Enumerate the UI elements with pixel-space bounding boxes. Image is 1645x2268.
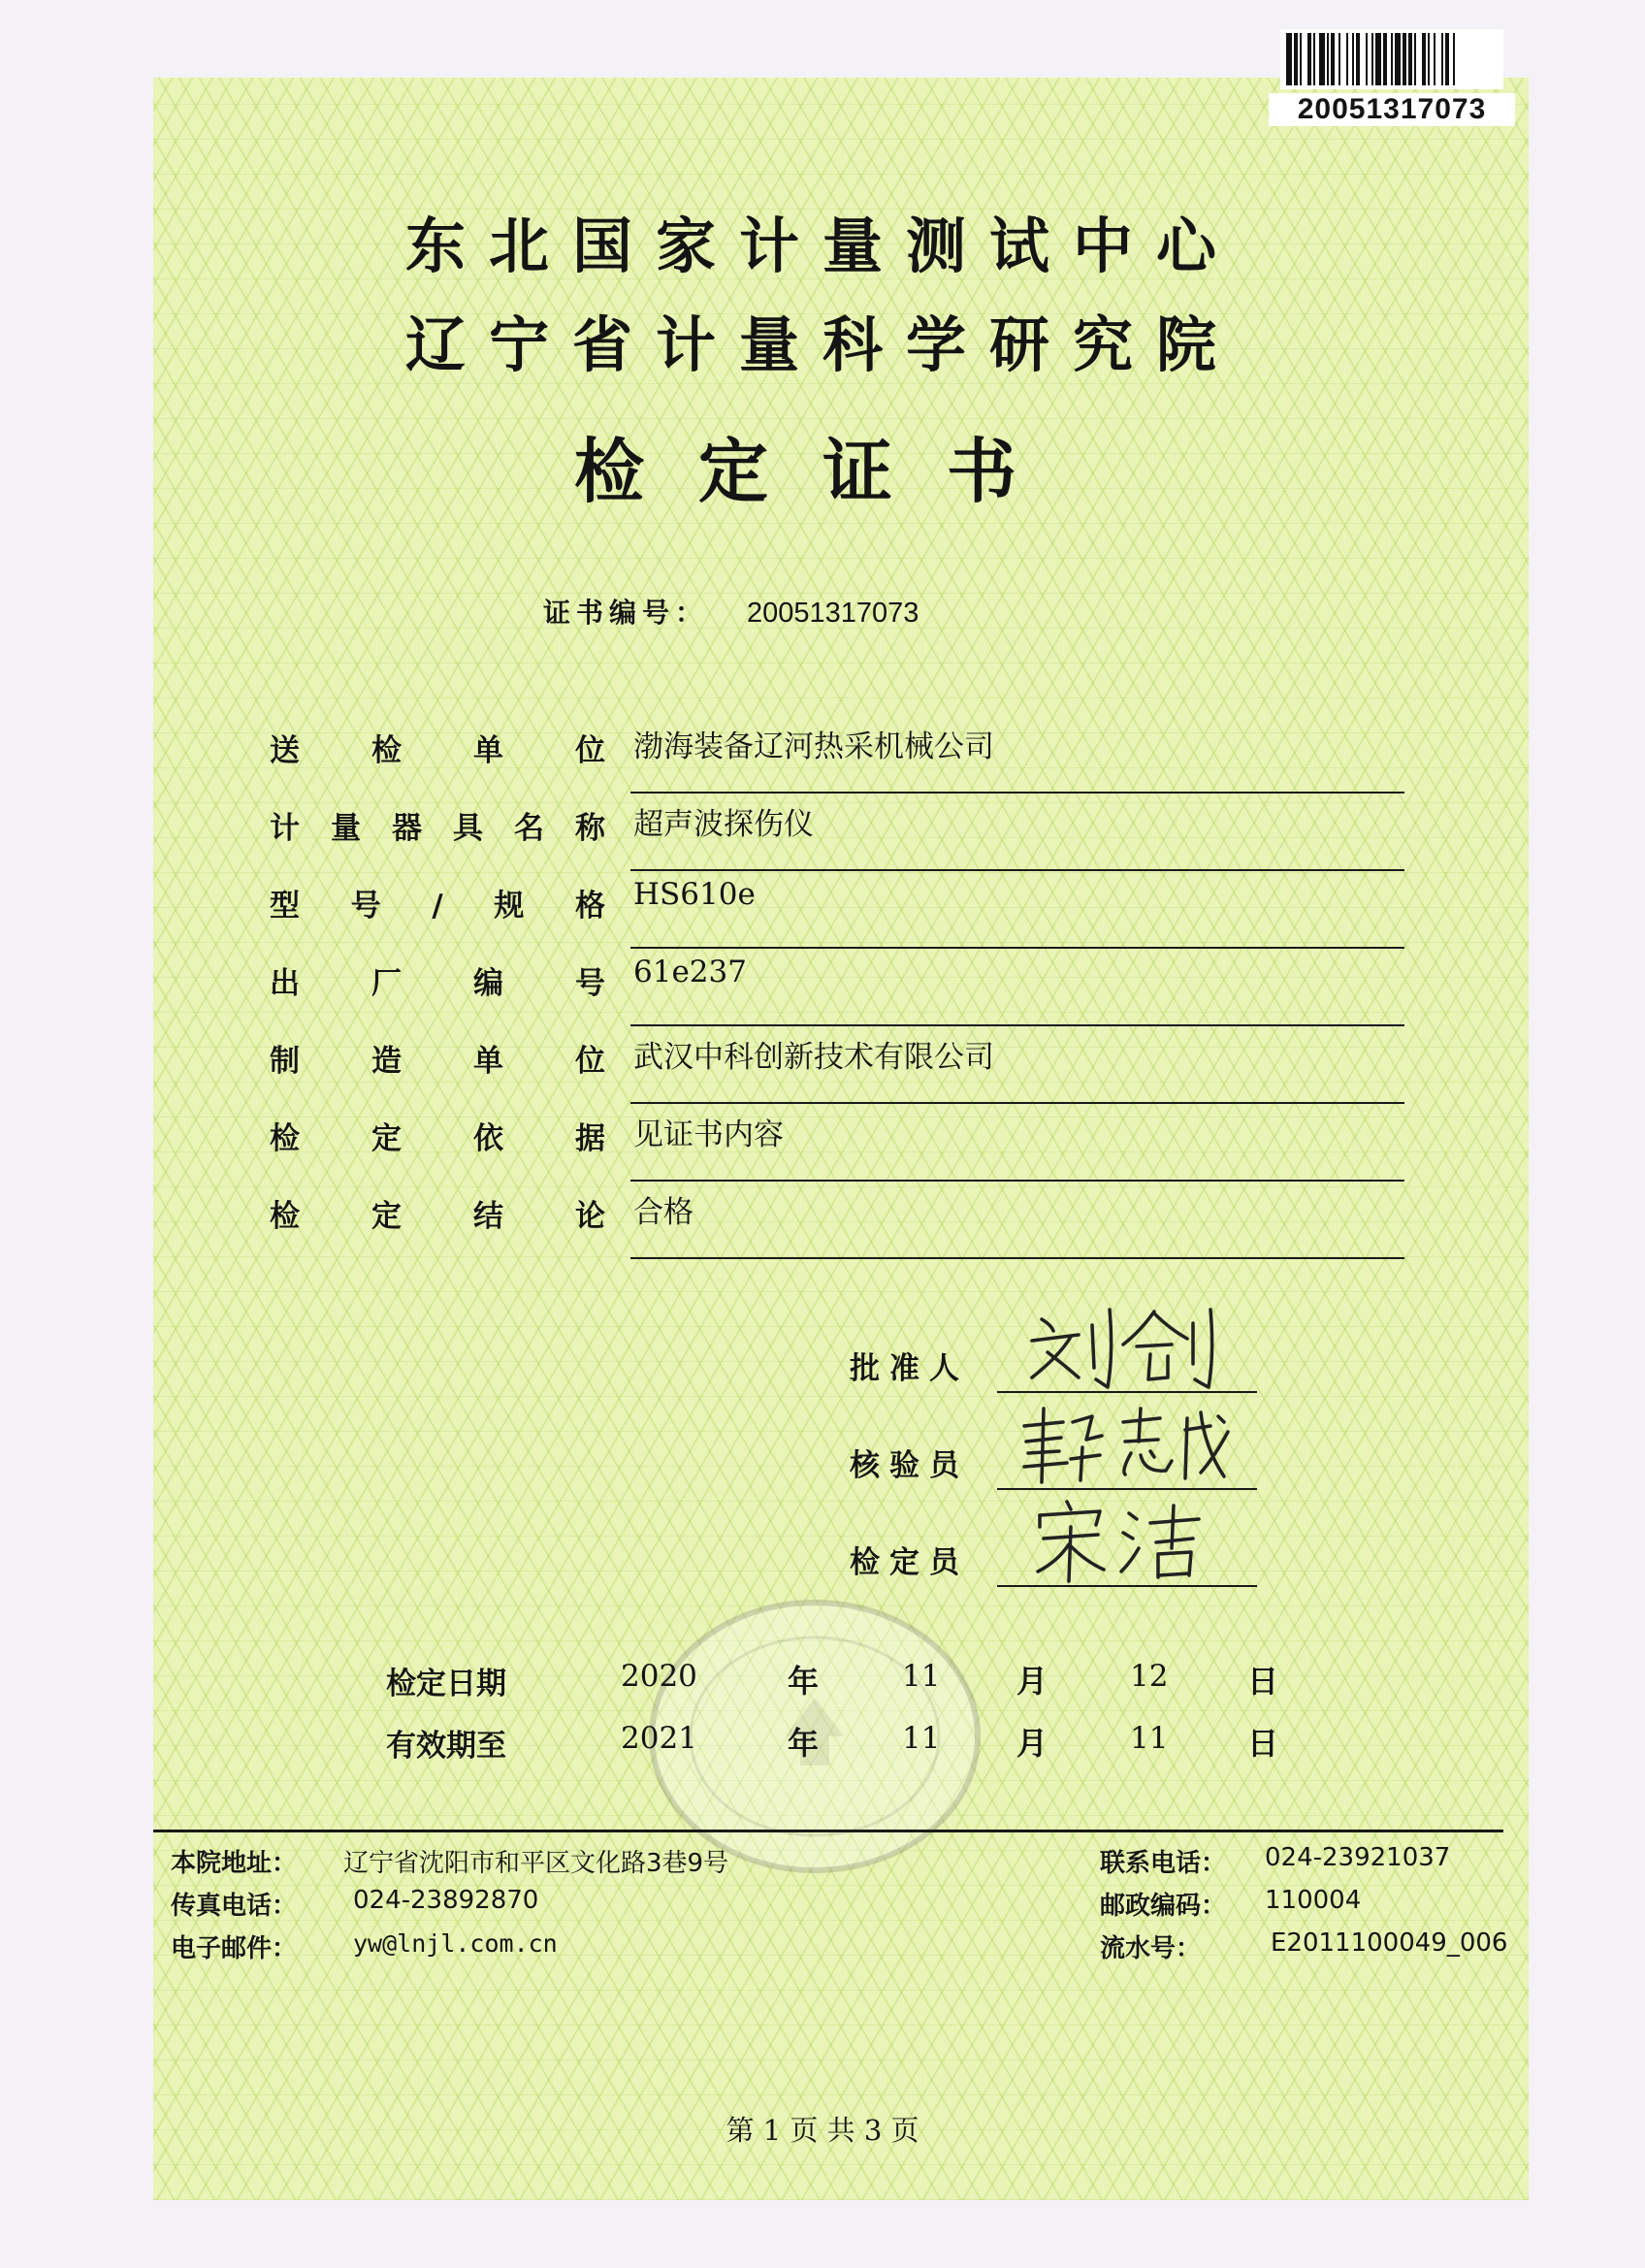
signature-label: 批准人: [850, 1351, 969, 1386]
serial-label: 流水号：: [1100, 1934, 1202, 1963]
phone-label: 联系电话：: [1100, 1849, 1227, 1878]
field-row-basis: [270, 1104, 1404, 1182]
certificate-number-row: [543, 592, 919, 631]
signature-row-checker: [850, 1393, 1257, 1490]
postcode-label: 邮政编码：: [1100, 1892, 1227, 1921]
year-unit: 年: [788, 1663, 820, 1700]
signature-row-verifier: [850, 1490, 1257, 1587]
field-label: 制造单位: [270, 1044, 605, 1079]
phone-value: 024-23921037: [1265, 1843, 1451, 1872]
fax-value: 024-23892870: [353, 1886, 539, 1915]
verify-month: 11: [902, 1659, 941, 1694]
handwritten-signature: [995, 1296, 1257, 1393]
institution-name-1: 东北国家计量测试中心: [404, 211, 1240, 281]
field-label: 型号/规格: [270, 889, 605, 923]
field-value: 61e237: [633, 955, 747, 989]
month-unit: 月: [1016, 1725, 1048, 1762]
day-unit: 日: [1247, 1663, 1279, 1700]
day-unit: 日: [1247, 1725, 1279, 1762]
email-label: 电子邮件：: [171, 1934, 298, 1963]
field-label: 计量器具名称: [270, 811, 605, 846]
certificate-number-value: 20051317073: [747, 598, 919, 629]
document-title: 检定证书: [573, 431, 1071, 512]
address-label: 本院地址：: [171, 1849, 298, 1878]
footer-divider: [153, 1830, 1503, 1832]
month-unit: 月: [1016, 1663, 1048, 1700]
field-underline: [630, 1257, 1404, 1259]
field-row-model: [270, 871, 1404, 949]
barcode-number: 20051317073: [1269, 93, 1515, 126]
verify-year: 2020: [621, 1659, 697, 1694]
field-value: 渤海装备辽河热采机械公司: [633, 729, 994, 764]
signature-underline: [997, 1585, 1257, 1587]
field-row-instrument-name: [270, 794, 1404, 871]
handwritten-signature: [995, 1393, 1257, 1490]
valid-year: 2021: [621, 1721, 697, 1756]
institution-name-2: 辽宁省计量科学研究院: [404, 309, 1240, 380]
verify-day: 12: [1130, 1659, 1169, 1694]
signature-row-approver: [850, 1296, 1257, 1393]
signature-label: 核验员: [850, 1448, 969, 1483]
field-label: 检定结论: [270, 1199, 605, 1234]
field-row-submitter: [270, 716, 1404, 794]
barcode: [1280, 29, 1503, 89]
field-value: 合格: [633, 1195, 693, 1230]
field-value: 见证书内容: [633, 1118, 784, 1152]
email-value: yw@lnjl.com.cn: [353, 1929, 558, 1958]
field-row-conclusion: [270, 1182, 1404, 1259]
fax-label: 传真电话：: [171, 1892, 298, 1921]
serial-value: E2011100049_006: [1271, 1928, 1508, 1958]
verify-date-label: 检定日期: [386, 1667, 506, 1701]
field-value: 武汉中科创新技术有限公司: [633, 1040, 994, 1075]
certificate-number-label: 证书编号：: [543, 597, 709, 629]
handwritten-signature: [995, 1490, 1257, 1587]
signature-label: 检定员: [850, 1545, 969, 1580]
field-label: 送检单位: [270, 733, 605, 768]
postcode-value: 110004: [1265, 1886, 1362, 1915]
valid-until-label: 有效期至: [386, 1729, 506, 1764]
address-value: 辽宁省沈阳市和平区文化路3巷9号: [343, 1849, 729, 1878]
page-indicator: 第 1 页 共 3 页: [726, 2114, 919, 2147]
field-label: 检定依据: [270, 1121, 605, 1156]
field-value: 超声波探伤仪: [633, 807, 814, 842]
valid-day: 11: [1130, 1721, 1169, 1756]
field-row-serial: [270, 949, 1404, 1026]
field-label: 出厂编号: [270, 966, 605, 1001]
field-value: HS610e: [633, 877, 756, 912]
valid-month: 11: [902, 1721, 941, 1756]
field-row-manufacturer: [270, 1026, 1404, 1104]
year-unit: 年: [788, 1725, 820, 1762]
